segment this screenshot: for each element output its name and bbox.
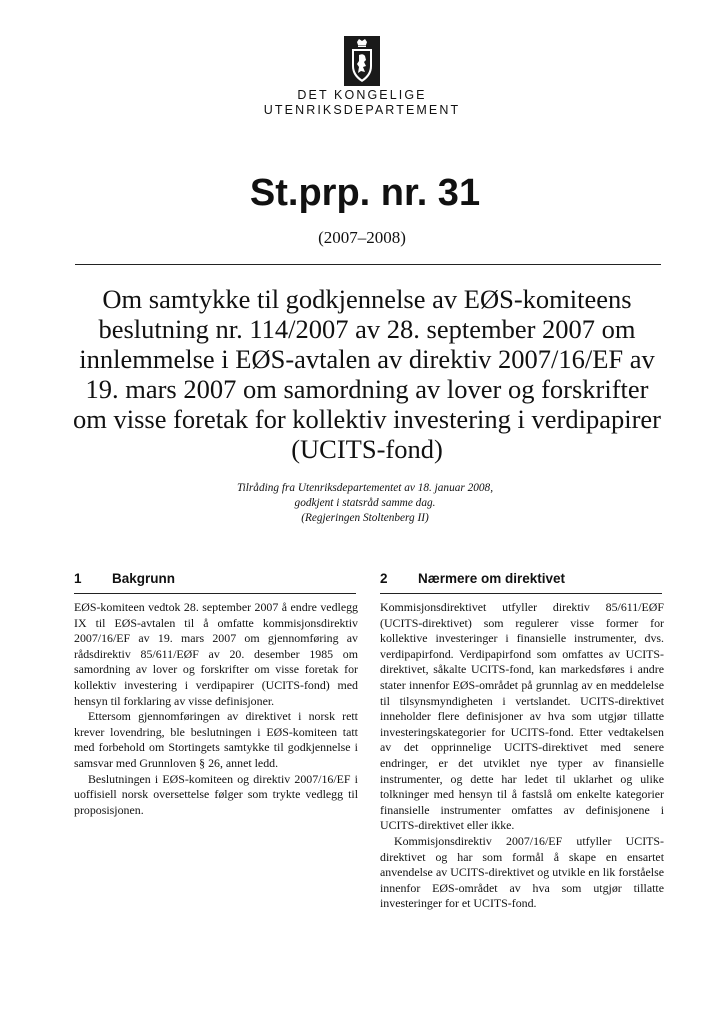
section-title: Nærmere om direktivet (418, 571, 566, 586)
section-number: 2 (380, 571, 388, 586)
section-number: 1 (74, 571, 82, 586)
sanction-note (150, 481, 580, 526)
document-title: Om samtykke til godkjennelse av EØS-komiteens beslutning nr. 114/2007 av 28. september 2007 om innlemmelse i EØS-avtalen av direktiv 2007/16/EF av 19. mars 2007 om samordning av lover og forskrifter om visse foretak for kollektiv investering i verdipapirer (UCITS-fond) (73, 284, 661, 464)
sanction-line: godkjent i statsråd samme dag. (294, 497, 436, 509)
section-heading-1 (74, 571, 175, 587)
title-divider (75, 264, 661, 265)
section-divider (380, 593, 662, 594)
paragraph: Kommisjonsdirektiv 2007/16/EF utfyller UCITS-direktivet og har som formål å skape en ensartet anvendelse av UCITS-direktivet og utvikle en lik forståelse innenfor EØS-området av hva som utgjør tillatte investeringer for et UCITS-fond. (380, 833, 664, 911)
paragraph: Kommisjonsdirektivet utfyller direktiv 85/611/EØF (UCITS-direktivet) som regulerer visse former for kollektive investeringer i finansielle instrumenter, dvs. verdipapirfond. Verdipapirfond som omfattes av UCITS-direktivet, såkalte UCITS-fond, kan markedsføres i andre stater innenfor EØS-området på grunnlag av en meddelelse til tilsynsmyndigheten i vertslandet. UCITS-direktivet inneholder flere definisjoner av hva som utgjør tillatte investeringskategorier for UCITS-fond. Etter vedtakelsen av det opprinnelige UCITS-direktivet med senere endringer, er det utviklet nye typer av finansielle instrumenter, og dette har ledet til uklarhet og ulike tolkninger med hensyn til å fastslå om enkelte kategorier finansielle instrumenter omfattes av definisjonene i UCITS-direktivet eller ikke. (380, 600, 664, 833)
proposition-number: St.prp. nr. 31 (249, 172, 481, 214)
session-years: (2007–2008) (318, 228, 406, 247)
paragraph: Beslutningen i EØS-komiteen og direktiv 2007/16/EF i uoffisiell norsk oversettelse følger som trykte vedlegg til proposisjonen. (74, 771, 358, 817)
ministry-name-line1: DET KONGELIGE (297, 88, 427, 102)
paragraph: Ettersom gjennomføringen av direktivet i norsk rett krever lovendring, ble beslutningen i EØS-komiteen tatt med forbehold om Stortingets samtykke til godkjennelse i samsvar med Grunnloven § 26, annet ledd. (74, 709, 358, 770)
section-body-2 (380, 600, 664, 912)
paragraph: EØS-komiteen vedtok 28. september 2007 å endre vedlegg IX til EØS-avtalen til å omfatte kommisjonsdirektiv 2007/16/EF av 19. mars 2007 om gjennomføring av rådsdirektiv 85/611/EØF av 20. desember 1985 om samordning av lover og forskrifter om visse foretak for kollektiv investering i verdipapirer (UCITS-fond) med hensyn til forklaring av visse definisjoner. (74, 600, 358, 708)
ministry-name-line2: UTENRIKSDEPARTEMENT (263, 103, 461, 117)
sanction-line: Tilråding fra Utenriksdepartementet av 18. januar 2008, (236, 482, 494, 494)
section-divider (74, 593, 356, 594)
section-body-1 (74, 600, 358, 818)
section-heading-2 (380, 571, 565, 587)
sanction-line: (Regjeringen Stoltenberg II) (301, 512, 429, 524)
norwegian-coat-of-arms-icon (344, 36, 380, 86)
section-title: Bakgrunn (112, 571, 176, 586)
